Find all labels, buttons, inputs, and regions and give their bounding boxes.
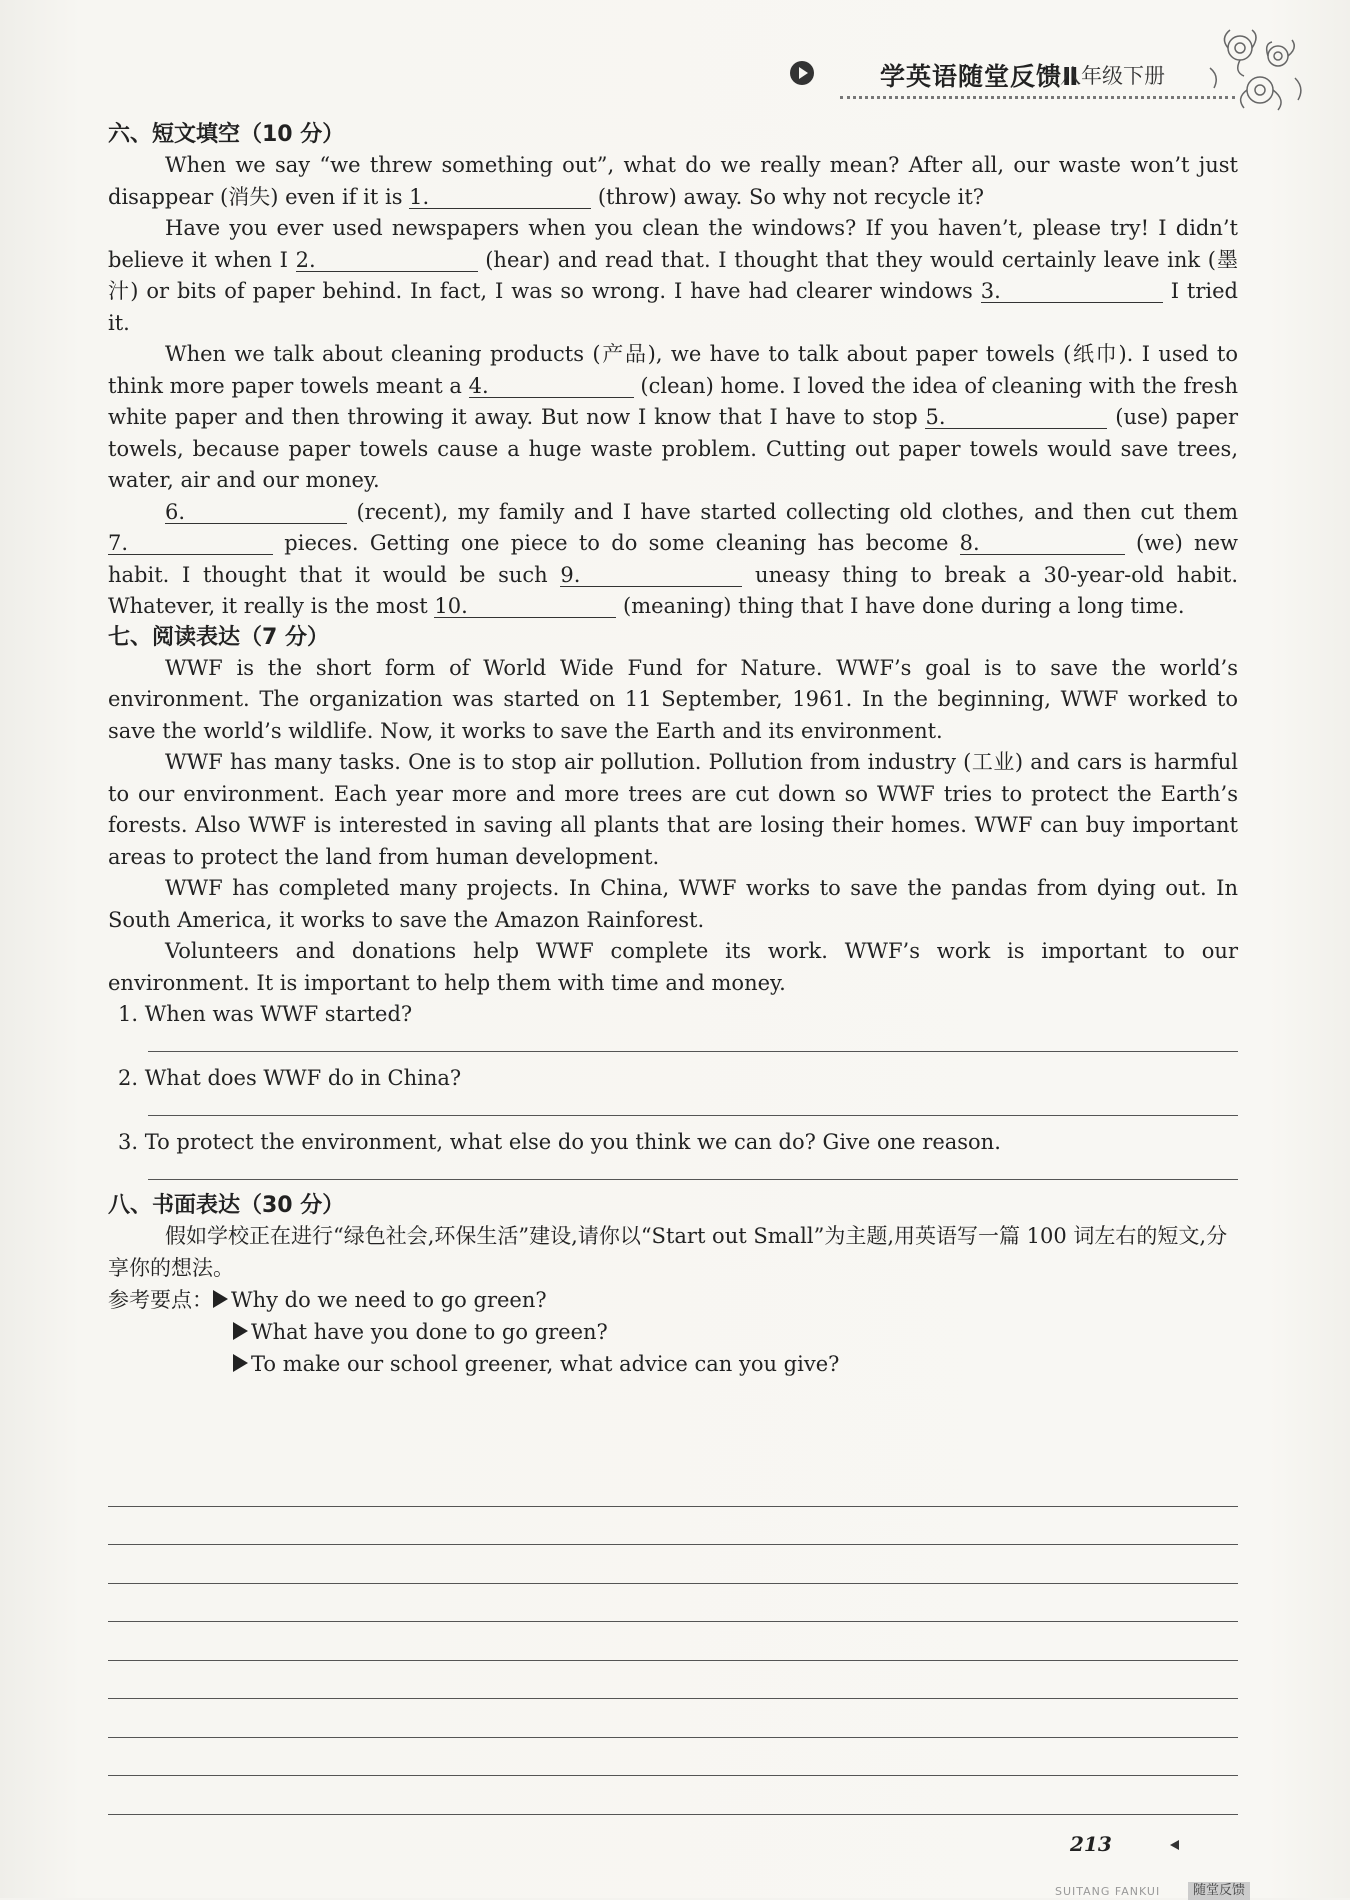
blank-2[interactable]: 2. xyxy=(296,249,478,272)
answer-line[interactable] xyxy=(148,1179,1238,1180)
blank-6[interactable]: 6. xyxy=(165,501,347,524)
text: I tried it. xyxy=(108,279,1238,335)
question-text: 1. When was WWF started? xyxy=(118,1002,413,1026)
section-6-title: 六、短文填空（10 分） xyxy=(108,122,345,147)
text: (clean) home. I loved the idea of cleaning with the fresh white paper and then throwing it away. But now I know that I have to stop xyxy=(108,373,1238,429)
text: (we) new habit. I thought that it would be such xyxy=(108,531,1238,587)
section-7-paragraph-1: WWF is the short form of World Wide Fund for Nature. WWF’s goal is to save the world’s environment. The organization was started on 11 September, 1961. In the beginning, WWF worked to save the world’s wildlife. Now, it works to save the Earth and its environment. xyxy=(108,655,1238,743)
text: (recent), my family and I have started collecting old clothes, and then cut them xyxy=(347,499,1238,524)
text: (hear) and read that. I thought that they would certainly leave ink (墨汁) or bits of paper behind. In fact, I was so wrong. I have had clearer windows xyxy=(108,247,1238,303)
section-8-title: 八、书面表达（30 分） xyxy=(108,1193,345,1218)
writing-line[interactable] xyxy=(108,1468,1238,1507)
header-divider xyxy=(840,96,1235,99)
section-6-paragraph-3 xyxy=(108,339,1238,497)
section-6-paragraph-2 xyxy=(108,213,1238,339)
question-item xyxy=(108,1063,1238,1127)
answer-line[interactable] xyxy=(148,1115,1238,1116)
answer-line[interactable] xyxy=(148,1051,1238,1052)
question-text: 2. What does WWF do in China? xyxy=(118,1066,462,1090)
hint-text: Why do we need to go green? xyxy=(231,1288,547,1312)
text: When we say “we threw something out”, what do we really mean? After all, our waste won’t just disappear (消失) even if it is xyxy=(108,153,1238,209)
page-header xyxy=(790,55,1230,95)
section-7-paragraph-2: WWF has many tasks. One is to stop air pollution. Pollution from industry (工业) and cars is harmful to our environment. Each year more and more trees are cut down so WWF tries to protect the Earth’s forests. Also WWF is interested in saving all plants that are losing their homes. WWF can buy important areas to protect the land from human development. xyxy=(108,750,1238,869)
blank-10[interactable]: 10. xyxy=(434,595,616,618)
hint-text: To make our school greener, what advice can you give? xyxy=(251,1352,840,1376)
page-number: 213 xyxy=(1070,1832,1112,1856)
hint-label: 参考要点： xyxy=(108,1288,213,1312)
section-7-paragraph-4: Volunteers and donations help WWF complete its work. WWF’s work is important to our environment. It is important to help them with time and money. xyxy=(108,939,1238,995)
arrow-right-icon xyxy=(233,1354,248,1372)
flower-decoration-icon xyxy=(1200,18,1315,123)
hint-item xyxy=(108,1284,1238,1316)
writing-line[interactable] xyxy=(108,1661,1238,1700)
text: (meaning) thing that I have done during a long time. xyxy=(616,594,1185,618)
blank-7[interactable]: 7. xyxy=(108,532,273,555)
triangle-left-icon xyxy=(1170,1840,1179,1850)
book-grade: 八年级下册 xyxy=(1060,64,1165,88)
writing-line[interactable] xyxy=(108,1545,1238,1584)
footer-pinyin: SUITANG FANKUI xyxy=(1055,1885,1161,1898)
writing-line[interactable] xyxy=(108,1622,1238,1661)
play-icon xyxy=(790,61,814,85)
question-item xyxy=(108,1127,1238,1191)
hint-item xyxy=(108,1348,1238,1380)
text: (use) paper towels, because paper towels cause a huge waste problem. Cutting out paper towels would save trees, water, air and our money. xyxy=(108,405,1239,492)
writing-line[interactable] xyxy=(108,1507,1238,1546)
arrow-right-icon xyxy=(233,1322,248,1340)
writing-prompt: 假如学校正在进行“绿色社会,环保生活”建设,请你以“Start out Small”为主题,用英语写一篇 100 词左右的短文,分享你的想法。 xyxy=(108,1224,1228,1280)
page-content xyxy=(108,120,1238,1380)
blank-3[interactable]: 3. xyxy=(981,280,1163,303)
hint-text: What have you done to go green? xyxy=(251,1320,608,1344)
text: (throw) away. So why not recycle it? xyxy=(591,184,985,209)
section-7-title: 七、阅读表达（7 分） xyxy=(108,624,329,650)
writing-line[interactable] xyxy=(108,1584,1238,1623)
hint-item xyxy=(108,1316,1238,1348)
text: uneasy thing to break a 30-year-old habit. Whatever, it really is the most xyxy=(108,562,1238,618)
question-list xyxy=(108,999,1238,1191)
writing-line[interactable] xyxy=(108,1699,1238,1738)
blank-5[interactable]: 5. xyxy=(925,406,1107,429)
blank-8[interactable]: 8. xyxy=(960,532,1125,555)
section-6-paragraph-4 xyxy=(108,497,1238,623)
text: When we talk about cleaning products (产品), we have to talk about paper towels (纸巾). I used to think more paper towels meant a xyxy=(108,342,1238,398)
footer-brand: 随堂反馈 xyxy=(1188,1882,1250,1900)
writing-line[interactable] xyxy=(108,1738,1238,1777)
question-text: 3. To protect the environment, what else do you think we can do? Give one reason. xyxy=(118,1130,1001,1154)
text: Have you ever used newspapers when you clean the windows? If you haven’t, please try! I didn’t believe it when I xyxy=(108,216,1238,272)
writing-line[interactable] xyxy=(108,1776,1238,1815)
section-7-paragraph-3: WWF has completed many projects. In China, WWF works to save the pandas from dying out. In South America, it works to save the Amazon Rainforest. xyxy=(108,876,1238,932)
text: pieces. Getting one piece to do some cleaning has become xyxy=(273,531,960,555)
question-item xyxy=(108,999,1238,1063)
blank-1[interactable]: 1. xyxy=(409,186,591,209)
writing-area[interactable] xyxy=(108,1468,1238,1815)
book-title: 学英语随堂反馈Ⅱ xyxy=(880,62,1080,91)
blank-4[interactable]: 4. xyxy=(469,375,634,398)
arrow-right-icon xyxy=(213,1290,228,1308)
blank-9[interactable]: 9. xyxy=(560,564,742,587)
section-6-paragraph-1 xyxy=(108,150,1238,213)
